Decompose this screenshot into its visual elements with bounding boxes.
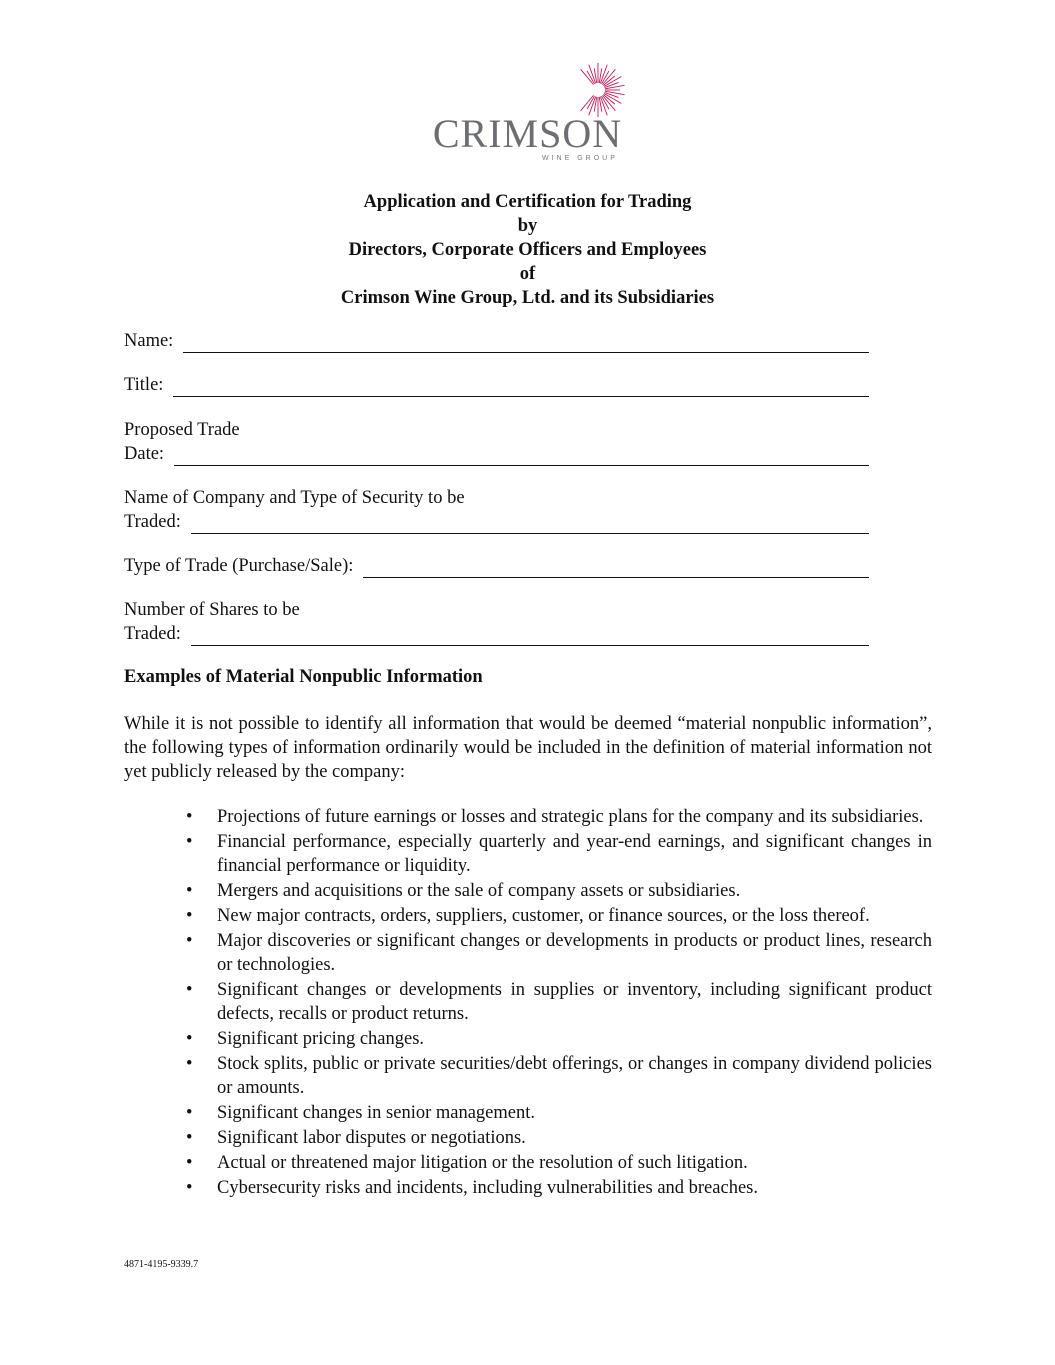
title-input-line[interactable] — [173, 376, 869, 397]
trade-date-label: Date: — [124, 444, 165, 464]
title-line-1: Application and Certification for Trading — [363, 192, 692, 212]
trade-type-field[interactable] — [124, 554, 869, 578]
name-field[interactable] — [124, 329, 869, 353]
title-line-2: by — [517, 216, 538, 236]
list-item: • Stock splits, public or private securities/debt offerings, or changes in company dividend policies or amounts. — [124, 1052, 932, 1100]
logo-wordmark: CRIMSON — [432, 111, 623, 156]
list-item: • Major discoveries or significant changes or developments in products or product lines, research or technologies. — [124, 929, 932, 977]
company-security-field[interactable] — [124, 486, 869, 534]
list-item: • Significant changes or developments in supplies or inventory, including significant product defects, recalls or product returns. — [124, 978, 932, 1026]
list-item: • Actual or threatened major litigation or the resolution of such litigation. — [124, 1151, 932, 1175]
list-item: • Mergers and acquisitions or the sale of company assets or subsidiaries. — [124, 879, 932, 903]
company-security-prefix: Name of Company and Type of Security to be — [124, 488, 465, 508]
title-label: Title: — [124, 375, 164, 395]
starburst-ray — [605, 91, 625, 94]
intro-paragraph: While it is not possible to identify all information that would be deemed “material nonpublic information”, the following types of information ordinarily would be included in the definition of material information not yet publicly released by the company: — [124, 714, 932, 782]
list-item: • Financial performance, especially quarterly and year-end earnings, and significant changes in financial performance or liquidity. — [124, 830, 932, 878]
list-item: • Significant labor disputes or negotiations. — [124, 1126, 932, 1150]
list-item: • Cybersecurity risks and incidents, including vulnerabilities and breaches. — [124, 1176, 932, 1200]
company-security-label: Traded: — [124, 512, 181, 532]
name-input-line[interactable] — [183, 332, 869, 353]
list-item: • Projections of future earnings or losses and strategic plans for the company and its subsidiaries. — [124, 805, 932, 829]
shares-input-line[interactable] — [191, 625, 869, 646]
section-heading: Examples of Material Nonpublic Information — [124, 667, 483, 687]
title-line-3: Directors, Corporate Officers and Employees — [348, 240, 707, 260]
title-line-4: of — [519, 264, 536, 284]
trade-type-input-line[interactable] — [363, 557, 869, 578]
list-item: • Significant pricing changes. — [124, 1027, 932, 1051]
title-field[interactable] — [124, 373, 869, 397]
logo-tagline: WINE GROUP — [542, 155, 618, 162]
examples-list — [124, 805, 932, 1201]
starburst-ray — [605, 85, 625, 88]
document-title — [0, 190, 1055, 310]
company-security-input-line[interactable] — [191, 513, 869, 534]
trade-date-prefix: Proposed Trade — [124, 420, 240, 440]
name-label: Name: — [124, 331, 174, 351]
crimson-logo — [430, 60, 630, 170]
shares-label: Traded: — [124, 624, 181, 644]
shares-field[interactable] — [124, 598, 869, 646]
trade-type-label: Type of Trade (Purchase/Sale): — [124, 556, 354, 576]
trade-date-input-line[interactable] — [174, 445, 869, 466]
list-item: • Significant changes in senior management. — [124, 1101, 932, 1125]
shares-prefix: Number of Shares to be — [124, 600, 300, 620]
trade-date-field[interactable] — [124, 418, 869, 466]
document-id: 4871-4195-9339.7 — [124, 1259, 199, 1270]
list-item: • New major contracts, orders, suppliers, customer, or finance sources, or the loss thereof. — [124, 904, 932, 928]
title-line-5: Crimson Wine Group, Ltd. and its Subsidiaries — [340, 288, 715, 308]
